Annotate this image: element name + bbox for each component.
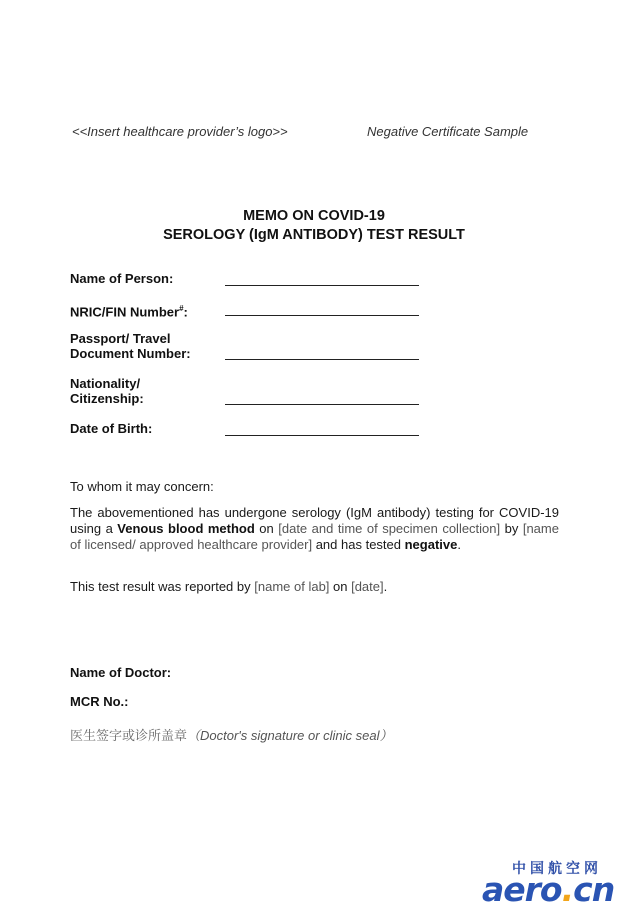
passport-line[interactable] (225, 359, 419, 360)
signature-caption-cn: 医生签字或诊所盖章 (70, 729, 188, 744)
watermark-aero: aero (482, 870, 562, 909)
memo-title-line1: MEMO ON COVID-19 (243, 208, 385, 224)
signature-caption-en: （Doctor's signature or clinic seal） (187, 728, 393, 743)
nric-fin-text: NRIC/FIN Number (70, 304, 180, 320)
result-text-b: on (254, 521, 279, 536)
nric-fin-line[interactable] (225, 315, 419, 316)
test-result: negative (404, 537, 458, 552)
nric-fin-label (70, 301, 188, 319)
salutation: To whom it may concern: (70, 479, 214, 494)
result-text-c: by (500, 521, 523, 536)
watermark-cn: cn (573, 870, 615, 909)
nationality-label-line1: Nationality/ (70, 376, 141, 391)
signature-caption (70, 725, 393, 744)
memo-title-line2: SEROLOGY (IgM ANTIBODY) TEST RESULT (163, 227, 465, 243)
date-of-birth-label: Date of Birth: (70, 421, 153, 436)
passport-label-line1: Passport/ Travel (70, 331, 171, 346)
doctor-name-label: Name of Doctor: (70, 665, 172, 680)
report-text-c: . (383, 579, 388, 594)
nric-fin-colon: : (183, 304, 188, 320)
provider-placeholder: [name of licensed/ approved healthcare provider] (70, 521, 559, 552)
nationality-line[interactable] (225, 404, 419, 405)
logo-placeholder: <<Insert healthcare provider’s logo>> (72, 124, 288, 139)
result-text-a: The abovementioned has undergone serology (IgM antibody) testing for COVID-19 using a (70, 505, 559, 536)
watermark-cn-text: 中国航空网 (512, 861, 602, 877)
name-of-person-line[interactable] (225, 285, 419, 286)
watermark-dot: . (561, 870, 574, 909)
lab-name-placeholder: [name of lab] (254, 579, 330, 594)
collection-date-placeholder: [date and time of specimen collection] (278, 521, 501, 536)
nric-fin-footnote-mark: # (179, 304, 184, 313)
blood-method: Venous blood method (117, 521, 255, 536)
report-text-a: This test result was reported by (70, 579, 255, 594)
result-text-d: and has tested (312, 537, 405, 552)
result-paragraph (70, 505, 559, 553)
mcr-number-label: MCR No.: (70, 694, 129, 709)
passport-label-line2: Document Number: (70, 346, 191, 361)
report-text-b: on (329, 579, 352, 594)
nationality-label-line2: Citizenship: (70, 391, 144, 406)
name-of-person-label: Name of Person: (70, 271, 174, 286)
report-sentence (70, 579, 387, 595)
report-date-placeholder: [date] (351, 579, 384, 594)
watermark-en-text (482, 870, 614, 909)
certificate-label: Negative Certificate Sample (367, 124, 529, 139)
date-of-birth-line[interactable] (225, 435, 419, 436)
result-text-e: . (457, 537, 461, 552)
aero-cn-watermark (482, 858, 632, 908)
